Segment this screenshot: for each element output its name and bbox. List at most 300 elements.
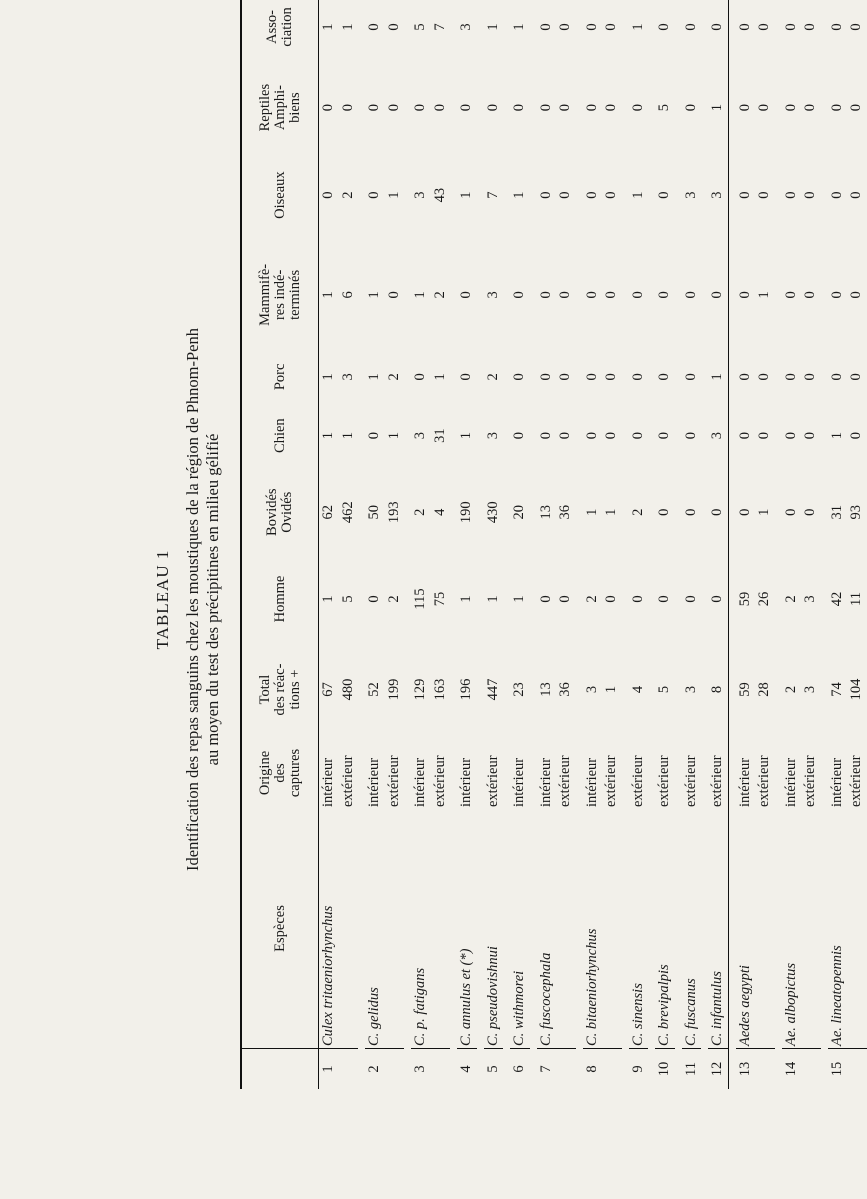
association-cell: 0 xyxy=(682,23,699,31)
association-cell: 0 xyxy=(736,23,753,31)
capture-origin: intérieur xyxy=(782,757,799,807)
capture-origin: extérieur xyxy=(629,755,646,807)
homme-cell: 1 xyxy=(511,595,527,603)
total-cell: 199 xyxy=(385,678,402,701)
header-bovides xyxy=(241,468,319,555)
capture-origin: intérieur xyxy=(458,757,474,807)
homme-cell: 3 xyxy=(802,595,818,603)
oiseaux-cell: 1 xyxy=(458,191,474,199)
capture-origin: intérieur xyxy=(412,757,428,807)
species-name: Culex tritaeniorhynchus xyxy=(319,809,339,1049)
porc-cell: 0 xyxy=(458,373,474,381)
reptiles-cell: 0 xyxy=(431,104,448,112)
spacer-row xyxy=(477,0,484,1089)
spacer-row xyxy=(404,0,411,1089)
bovides-cell: 0 xyxy=(682,508,699,516)
porc-cell: 0 xyxy=(557,373,573,381)
reptiles-cell: 0 xyxy=(736,104,753,112)
species-name xyxy=(602,809,622,1049)
table-body xyxy=(319,0,867,1089)
total-cell: 13 xyxy=(537,682,554,697)
mammiferes-cell: 0 xyxy=(736,291,753,299)
association-cell: 0 xyxy=(385,23,402,31)
porc-cell: 0 xyxy=(802,373,818,381)
association-cell: 0 xyxy=(802,23,818,31)
reptiles-cell: 0 xyxy=(557,104,573,112)
bovides-cell: 190 xyxy=(458,501,474,524)
species-name xyxy=(431,809,451,1049)
reptiles-cell: 0 xyxy=(484,104,501,112)
chien-cell: 1 xyxy=(458,432,474,440)
total-cell: 28 xyxy=(756,682,772,697)
reptiles-cell: 0 xyxy=(682,104,699,112)
bovides-cell: 50 xyxy=(366,504,382,520)
total-cell: 129 xyxy=(412,678,428,701)
chien-cell: 3 xyxy=(708,403,728,469)
mammiferes-cell: 0 xyxy=(782,291,799,299)
chien-cell: 1 xyxy=(828,432,845,440)
mammiferes-cell: 0 xyxy=(557,291,573,299)
oiseaux-cell: 0 xyxy=(366,191,382,199)
header-assoc-1: Asso- xyxy=(264,10,280,44)
species-name xyxy=(801,809,821,1049)
association-cell: 0 xyxy=(366,23,382,31)
spacer-row xyxy=(622,0,629,1089)
species-name: C. sinensis xyxy=(629,809,649,1049)
chien-cell: 0 xyxy=(656,432,672,440)
header-total-1: Total xyxy=(256,674,273,705)
spacer-row xyxy=(576,0,583,1089)
chien-cell: 1 xyxy=(339,432,356,440)
reptiles-cell: 5 xyxy=(656,104,672,112)
row-index: 8 xyxy=(583,1065,600,1073)
homme-cell: 2 xyxy=(782,595,799,603)
mammiferes-cell: 1 xyxy=(756,291,772,299)
table-row xyxy=(583,0,603,1089)
header-homme: Homme xyxy=(271,575,288,623)
row-index: 3 xyxy=(412,1065,428,1073)
reptiles-cell: 0 xyxy=(412,104,428,112)
row-index: 7 xyxy=(537,1065,554,1073)
homme-cell: 1 xyxy=(484,595,501,603)
header-mammif-2: res indé- xyxy=(271,269,288,321)
header-origine xyxy=(241,737,319,809)
table-row xyxy=(602,0,622,1089)
total-cell: 104 xyxy=(848,678,864,701)
capture-origin: extérieur xyxy=(431,755,448,807)
porc-cell: 0 xyxy=(412,373,428,381)
association-cell: 0 xyxy=(828,23,845,31)
table-row xyxy=(339,0,359,1089)
oiseaux-cell: 0 xyxy=(603,191,619,199)
mammiferes-cell: 1 xyxy=(320,291,336,299)
chien-cell: 0 xyxy=(782,432,799,440)
association-cell: 1 xyxy=(511,23,527,31)
oiseaux-cell: 3 xyxy=(682,191,699,199)
row-index xyxy=(431,1049,451,1090)
reptiles-cell: 0 xyxy=(511,104,527,112)
mammiferes-cell: 0 xyxy=(828,291,845,299)
total-cell: 4 xyxy=(629,685,646,694)
homme-cell: 1 xyxy=(458,595,474,603)
reptiles-cell: 0 xyxy=(583,104,600,112)
header-bovides-1: Bovidés xyxy=(264,488,280,536)
species-name: C. withmorei xyxy=(510,809,530,1049)
homme-cell: 0 xyxy=(603,595,619,603)
total-cell: 5 xyxy=(656,685,672,694)
reptiles-cell: 0 xyxy=(385,104,402,112)
association-cell: 0 xyxy=(782,23,799,31)
header-mammif-3: terminés xyxy=(286,269,303,320)
reptiles-cell: 0 xyxy=(537,104,554,112)
oiseaux-cell: 0 xyxy=(848,191,864,199)
bovides-cell: 93 xyxy=(848,504,864,520)
association-cell: 1 xyxy=(320,23,336,31)
row-index xyxy=(385,1049,405,1090)
species-name xyxy=(339,809,359,1049)
homme-cell: 2 xyxy=(583,595,600,603)
association-cell: 1 xyxy=(339,23,356,31)
porc-cell: 0 xyxy=(756,373,772,381)
capture-origin: intérieur xyxy=(537,757,554,807)
porc-cell: 3 xyxy=(339,373,356,381)
header-chien: Chien xyxy=(271,418,288,453)
homme-cell: 26 xyxy=(756,591,772,607)
table-row xyxy=(736,0,756,1089)
capture-origin: extérieur xyxy=(385,755,402,807)
capture-origin: extérieur xyxy=(656,755,672,807)
spacer-row xyxy=(821,0,828,1089)
association-cell: 1 xyxy=(629,23,646,31)
total-cell: 67 xyxy=(320,682,336,697)
porc-cell: 0 xyxy=(782,373,799,381)
header-origine-2: des captures xyxy=(271,748,303,798)
reptiles-cell: 0 xyxy=(320,104,336,112)
association-cell: 0 xyxy=(656,23,672,31)
homme-cell: 0 xyxy=(366,595,382,603)
capture-origin: extérieur xyxy=(682,755,699,807)
mammiferes-cell: 0 xyxy=(458,291,474,299)
chien-cell: 3 xyxy=(412,432,428,440)
homme-cell: 5 xyxy=(339,595,356,603)
header-origine-1: Origine xyxy=(256,750,273,796)
bovides-cell: 2 xyxy=(629,508,646,516)
mammiferes-cell: 0 xyxy=(629,291,646,299)
chien-cell: 3 xyxy=(484,432,501,440)
porc-cell: 0 xyxy=(828,373,845,381)
association-cell: 0 xyxy=(537,23,554,31)
bovides-cell: 2 xyxy=(412,508,428,516)
bovides-cell: 20 xyxy=(511,504,527,520)
header-oiseaux: Oiseaux xyxy=(271,171,288,219)
row-index xyxy=(339,1049,359,1090)
species-name: Aedes aegypti xyxy=(736,809,756,1049)
oiseaux-cell: 43 xyxy=(431,187,448,203)
reptiles-cell: 0 xyxy=(366,104,382,112)
spacer-row xyxy=(450,0,457,1089)
total-cell: 2 xyxy=(782,685,799,694)
species-name: C. bitaeniorhynchus xyxy=(583,809,603,1049)
table-caption xyxy=(183,0,223,1199)
mammiferes-cell: 0 xyxy=(802,291,818,299)
species-name: Ae. albopictus xyxy=(782,809,802,1049)
caption-line-1: Identification des repas sanguins chez les moustiques de la région de Phnom-Penh xyxy=(183,328,202,871)
row-index xyxy=(755,1049,775,1090)
bovides-cell: 430 xyxy=(484,501,501,524)
table-row xyxy=(319,0,339,1089)
capture-origin: intérieur xyxy=(583,757,600,807)
capture-origin: extérieur xyxy=(339,755,356,807)
spacer-row xyxy=(728,0,736,1089)
row-index xyxy=(556,1049,576,1090)
association-cell: 0 xyxy=(756,23,772,31)
header-reptiles-2: Amphi- xyxy=(271,85,288,131)
oiseaux-cell: 0 xyxy=(656,191,672,199)
header-porc: Porc xyxy=(271,363,288,391)
species-name: C. p. fatigans xyxy=(411,809,431,1049)
row-index xyxy=(847,1049,867,1090)
oiseaux-cell: 1 xyxy=(511,191,527,199)
spacer-row xyxy=(503,0,510,1089)
table-row xyxy=(537,0,557,1089)
capture-origin: extérieur xyxy=(802,755,818,807)
reptiles-cell: 0 xyxy=(848,104,864,112)
row-index: 2 xyxy=(366,1065,382,1073)
porc-cell: 0 xyxy=(537,373,554,381)
header-mammif-1: Mammifè- xyxy=(256,263,273,326)
blood-meal-table xyxy=(240,0,867,1089)
caption-line-2: au moyen du test des précipitines en milieu gélifié xyxy=(203,433,222,766)
table-row xyxy=(782,0,802,1089)
oiseaux-cell: 0 xyxy=(320,191,336,199)
row-index: 1 xyxy=(320,1065,336,1073)
spacer-row xyxy=(701,0,708,1089)
table-row xyxy=(385,0,405,1089)
homme-cell: 42 xyxy=(828,591,845,607)
homme-cell: 11 xyxy=(848,592,864,606)
capture-origin: intérieur xyxy=(736,757,753,807)
row-index: 6 xyxy=(511,1065,527,1073)
bovides-cell: 36 xyxy=(557,504,573,520)
spacer-row xyxy=(358,0,365,1089)
oiseaux-cell: 1 xyxy=(629,191,646,199)
capture-origin: extérieur xyxy=(848,755,864,807)
oiseaux-cell: 0 xyxy=(557,191,573,199)
header-total-2: des réac- xyxy=(271,663,288,716)
porc-cell: 0 xyxy=(629,373,646,381)
porc-cell: 1 xyxy=(431,373,448,381)
header-total xyxy=(241,642,319,737)
total-cell: 480 xyxy=(339,678,356,701)
row-index: 4 xyxy=(458,1065,474,1073)
total-cell: 23 xyxy=(511,682,527,697)
association-cell: 0 xyxy=(603,23,619,31)
porc-cell: 0 xyxy=(511,373,527,381)
table-row xyxy=(431,0,451,1089)
homme-cell: 0 xyxy=(557,595,573,603)
header-row xyxy=(241,0,319,1089)
total-cell: 3 xyxy=(583,685,600,694)
association-cell: 0 xyxy=(848,23,864,31)
bovides-cell: 0 xyxy=(782,508,799,516)
oiseaux-cell: 0 xyxy=(537,191,554,199)
chien-cell: 0 xyxy=(537,432,554,440)
header-mammiferes xyxy=(241,239,319,351)
chien-cell: 0 xyxy=(629,432,646,440)
table-row xyxy=(629,0,649,1089)
chien-cell: 0 xyxy=(557,432,573,440)
bovides-cell: 1 xyxy=(583,508,600,516)
species-name: C. annulus et (*) xyxy=(457,809,477,1049)
table-row xyxy=(484,0,504,1089)
row-index: 9 xyxy=(629,1065,646,1073)
table-row xyxy=(801,0,821,1089)
mammiferes-cell: 3 xyxy=(484,291,501,299)
bovides-cell: 0 xyxy=(802,508,818,516)
species-name: C. fuscanus xyxy=(682,809,702,1049)
spacer-row xyxy=(530,0,537,1089)
row-index: 12 xyxy=(708,1049,728,1090)
table-row xyxy=(510,0,530,1089)
chien-cell: 0 xyxy=(848,432,864,440)
oiseaux-cell: 7 xyxy=(484,191,501,199)
homme-cell: 75 xyxy=(431,591,448,607)
row-index xyxy=(801,1049,821,1090)
chien-cell: 1 xyxy=(385,432,402,440)
total-cell: 52 xyxy=(366,682,382,697)
porc-cell: 0 xyxy=(682,373,699,381)
chien-cell: 0 xyxy=(366,432,382,440)
homme-cell: 0 xyxy=(629,595,646,603)
association-cell: 1 xyxy=(484,23,501,31)
porc-cell: 1 xyxy=(708,351,728,403)
spacer-row xyxy=(675,0,682,1089)
association-cell: 3 xyxy=(458,23,474,31)
oiseaux-cell: 3 xyxy=(412,191,428,199)
table-row xyxy=(708,0,728,1089)
reptiles-cell: 0 xyxy=(339,104,356,112)
homme-cell: 0 xyxy=(682,595,699,603)
oiseaux-cell: 0 xyxy=(782,191,799,199)
total-cell: 59 xyxy=(736,682,753,697)
chien-cell: 0 xyxy=(756,432,772,440)
total-cell: 3 xyxy=(802,685,818,694)
header-assoc-2: ciation xyxy=(279,7,295,47)
spacer-row xyxy=(648,0,655,1089)
capture-origin: extérieur xyxy=(756,755,772,807)
porc-cell: 2 xyxy=(385,373,402,381)
porc-cell: 0 xyxy=(736,373,753,381)
oiseaux-cell: 3 xyxy=(708,151,728,238)
species-name: C. gelidus xyxy=(365,809,385,1049)
association-cell: 7 xyxy=(431,23,448,31)
total-cell: 196 xyxy=(458,678,474,701)
chien-cell: 31 xyxy=(431,428,448,443)
bovides-cell: 62 xyxy=(320,504,336,520)
chien-cell: 0 xyxy=(736,432,753,440)
mammiferes-cell: 6 xyxy=(339,291,356,299)
header-total-3: tions + xyxy=(286,669,303,710)
table-title: TABLEAU 1 xyxy=(153,549,172,650)
mammiferes-cell: 0 xyxy=(656,291,672,299)
porc-cell: 0 xyxy=(848,373,864,381)
mammiferes-cell: 1 xyxy=(366,291,382,299)
table-row xyxy=(828,0,848,1089)
association-cell: 0 xyxy=(708,0,728,64)
oiseaux-cell: 0 xyxy=(583,191,600,199)
capture-origin: extérieur xyxy=(603,755,619,807)
porc-cell: 0 xyxy=(583,373,600,381)
table-row xyxy=(755,0,775,1089)
table-row xyxy=(457,0,477,1089)
total-cell: 163 xyxy=(431,678,448,701)
reptiles-cell: 0 xyxy=(756,104,772,112)
mammiferes-cell: 0 xyxy=(682,291,699,299)
total-cell: 3 xyxy=(682,685,699,694)
bovides-cell: 4 xyxy=(431,508,448,516)
species-name: C. fuscocephala xyxy=(537,809,557,1049)
oiseaux-cell: 1 xyxy=(385,191,402,199)
species-name: Ae. lineatopennis xyxy=(828,809,848,1049)
reptiles-cell: 0 xyxy=(629,104,646,112)
homme-cell: 59 xyxy=(736,591,753,607)
table-row xyxy=(655,0,675,1089)
table-row xyxy=(682,0,702,1089)
capture-origin: extérieur xyxy=(557,755,573,807)
row-index xyxy=(602,1049,622,1090)
header-reptiles xyxy=(241,64,319,151)
capture-origin: intérieur xyxy=(511,757,527,807)
mammiferes-cell: 0 xyxy=(583,291,600,299)
reptiles-cell: 0 xyxy=(782,104,799,112)
total-cell: 447 xyxy=(484,678,501,701)
table-row xyxy=(365,0,385,1089)
reptiles-cell: 0 xyxy=(458,104,474,112)
row-index: 15 xyxy=(828,1061,845,1077)
table-row xyxy=(556,0,576,1089)
homme-cell: 0 xyxy=(537,595,554,603)
species-name: C. pseudovishnui xyxy=(484,809,504,1049)
header-index xyxy=(241,1049,319,1090)
porc-cell: 2 xyxy=(484,373,501,381)
homme-cell: 1 xyxy=(320,595,336,603)
homme-cell: 0 xyxy=(708,556,728,642)
mammiferes-cell: 0 xyxy=(537,291,554,299)
header-bovides-2: Ovidés xyxy=(279,491,295,533)
species-name xyxy=(385,809,405,1049)
capture-origin: intérieur xyxy=(366,757,382,807)
header-especes: Espèces xyxy=(241,809,319,1049)
table-row xyxy=(847,0,867,1089)
oiseaux-cell: 2 xyxy=(339,191,356,199)
oiseaux-cell: 0 xyxy=(736,191,753,199)
row-index: 14 xyxy=(782,1061,799,1077)
association-cell: 0 xyxy=(583,23,600,31)
bovides-cell: 193 xyxy=(385,501,402,524)
capture-origin: intérieur xyxy=(320,757,336,807)
reptiles-cell: 1 xyxy=(708,64,728,151)
mammiferes-cell: 0 xyxy=(511,291,527,299)
bovides-cell: 0 xyxy=(656,508,672,516)
chien-cell: 0 xyxy=(603,432,619,440)
mammiferes-cell: 2 xyxy=(431,291,448,299)
capture-origin: extérieur xyxy=(484,755,501,807)
spacer-row xyxy=(775,0,782,1089)
species-name xyxy=(556,809,576,1049)
bovides-cell: 462 xyxy=(339,501,356,524)
oiseaux-cell: 0 xyxy=(756,191,772,199)
porc-cell: 1 xyxy=(366,373,382,381)
